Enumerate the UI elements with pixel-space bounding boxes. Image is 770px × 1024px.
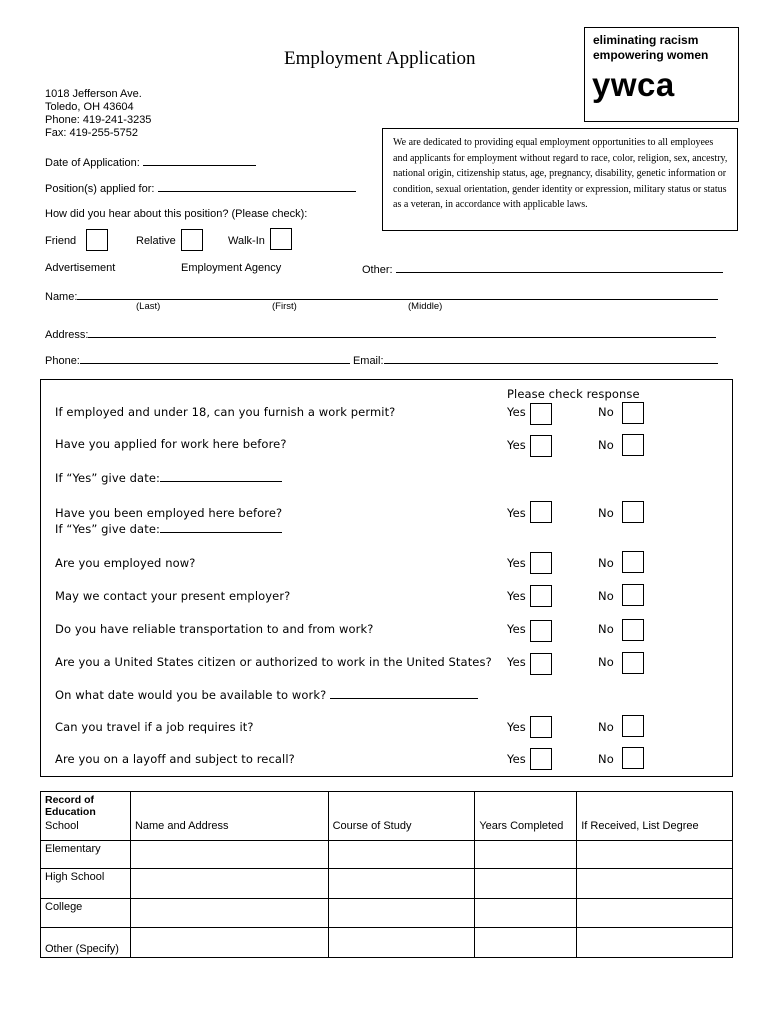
q-applied-before-no-checkbox[interactable] [622, 434, 644, 456]
phone-number: Phone: 419-241-3235 [45, 114, 152, 126]
friend-checkbox[interactable] [86, 229, 108, 251]
check-response-label: Please check response [507, 387, 640, 401]
q-employed-date: If “Yes” give date: [55, 522, 282, 536]
employed-date-field[interactable] [160, 522, 282, 533]
relative-label: Relative [136, 235, 176, 247]
q-employed-before-no-checkbox[interactable] [622, 501, 644, 523]
q-employed-now-no-checkbox[interactable] [622, 551, 644, 573]
name-field[interactable] [77, 289, 718, 300]
first-name-caption: (First) [272, 301, 297, 312]
q-travel: Can you travel if a job requires it? [55, 720, 254, 734]
q-applied-date: If “Yes” give date: [55, 471, 282, 485]
eeo-statement: We are dedicated to providing equal employment opportunities to all employees and applicants for employment without regard to race, color, religion, sex, ancestry, national origin, citizenship status, age, pregnancy, disability, genetic information or condition, sexual orientation, gender identity or expression, military status or status as a veteran, in accordance with applicable laws. [393, 137, 728, 210]
no-label: No [598, 589, 614, 603]
education-table [40, 791, 733, 958]
employment-agency-label: Employment Agency [181, 262, 282, 274]
yes-label: Yes [507, 752, 526, 766]
advertisement-label: Advertisement [45, 262, 116, 274]
column-header: Name and Address [130, 818, 328, 840]
email-label: Email: [352, 355, 384, 367]
yes-label: Yes [507, 438, 526, 452]
q-contact-employer-no-checkbox[interactable] [622, 584, 644, 606]
q-employed-before-yes-checkbox[interactable] [530, 501, 552, 523]
eeo-statement-box [382, 128, 738, 231]
q-work-permit: If employed and under 18, can you furnish a work permit? [55, 405, 396, 419]
column-header: If Received, List Degree [577, 818, 733, 840]
row-label: High School [41, 868, 131, 898]
ywca-logo: ywca [592, 66, 675, 103]
q-work-permit-no-checkbox[interactable] [622, 402, 644, 424]
other-source-field[interactable] [396, 262, 723, 273]
email-field[interactable] [384, 353, 718, 364]
positions-applied-field[interactable] [158, 181, 356, 192]
q-employed-now: Are you employed now? [55, 556, 196, 570]
no-label: No [598, 720, 614, 734]
yes-label: Yes [507, 556, 526, 570]
logo-tagline-1: eliminating racism [593, 33, 699, 47]
q-available-date: On what date would you be available to work? [55, 688, 478, 702]
no-label: No [598, 556, 614, 570]
table-row [41, 840, 733, 868]
address-field[interactable] [88, 327, 716, 338]
relative-checkbox[interactable] [181, 229, 203, 251]
table-row [41, 927, 733, 957]
logo-box [584, 27, 739, 122]
walkin-label: Walk-In [228, 235, 265, 247]
table-row [41, 898, 733, 927]
no-label: No [598, 438, 614, 452]
table-row [41, 818, 733, 840]
q-travel-no-checkbox[interactable] [622, 715, 644, 737]
q-transportation-no-checkbox[interactable] [622, 619, 644, 641]
how-did-you-hear-label: How did you hear about this position? (Please check): [45, 208, 308, 220]
yes-label: Yes [507, 589, 526, 603]
q-citizen: Are you a United States citizen or authorized to work in the United States? [55, 655, 492, 669]
yes-label: Yes [507, 622, 526, 636]
walkin-checkbox[interactable] [270, 228, 292, 250]
q-layoff-no-checkbox[interactable] [622, 747, 644, 769]
q-employed-now-yes-checkbox[interactable] [530, 552, 552, 574]
row-label: Other (Specify) [41, 927, 131, 957]
q-employed-before: Have you been employed here before? [55, 506, 283, 520]
q-citizen-yes-checkbox[interactable] [530, 653, 552, 675]
no-label: No [598, 752, 614, 766]
q-transportation-yes-checkbox[interactable] [530, 620, 552, 642]
yes-label: Yes [507, 720, 526, 734]
q-transportation: Do you have reliable transportation to and from work? [55, 622, 374, 636]
no-label: No [598, 622, 614, 636]
q-layoff: Are you on a layoff and subject to recall? [55, 752, 295, 766]
q-applied-before: Have you applied for work here before? [55, 437, 287, 451]
column-header: Course of Study [328, 818, 475, 840]
address-line-2: Toledo, OH 43604 [45, 101, 134, 113]
name-label: Name: [45, 289, 718, 303]
yes-label: Yes [507, 405, 526, 419]
yes-label: Yes [507, 655, 526, 669]
logo-tagline-2: empowering women [593, 48, 709, 62]
last-name-caption: (Last) [136, 301, 161, 312]
q-contact-employer-yes-checkbox[interactable] [530, 585, 552, 607]
phone-label: Phone: Email: [45, 353, 718, 367]
no-label: No [598, 655, 614, 669]
middle-name-caption: (Middle) [408, 301, 443, 312]
q-contact-employer: May we contact your present employer? [55, 589, 291, 603]
q-work-permit-yes-checkbox[interactable] [530, 403, 552, 425]
column-header: School [41, 818, 131, 840]
positions-applied-label: Position(s) applied for: [45, 181, 356, 195]
available-date-field[interactable] [330, 688, 478, 699]
fax-number: Fax: 419-255-5752 [45, 127, 138, 139]
friend-label: Friend [45, 235, 77, 247]
date-of-application-field[interactable] [143, 155, 256, 166]
date-of-application-label: Date of Application: [45, 155, 256, 169]
no-label: No [598, 506, 614, 520]
q-citizen-no-checkbox[interactable] [622, 652, 644, 674]
other-source-label: Other: [362, 262, 723, 276]
q-applied-before-yes-checkbox[interactable] [530, 435, 552, 457]
q-travel-yes-checkbox[interactable] [530, 716, 552, 738]
row-label: College [41, 898, 131, 927]
address-label: Address: [45, 327, 716, 341]
no-label: No [598, 405, 614, 419]
yes-label: Yes [507, 506, 526, 520]
page-title: Employment Application [284, 48, 476, 69]
education-header-cell: Record of Education [41, 792, 131, 819]
address-line-1: 1018 Jefferson Ave. [45, 88, 142, 100]
phone-field[interactable] [80, 353, 350, 364]
applied-date-field[interactable] [160, 471, 282, 482]
table-row [41, 792, 733, 819]
q-layoff-yes-checkbox[interactable] [530, 748, 552, 770]
table-row [41, 868, 733, 898]
row-label: Elementary [41, 840, 131, 868]
column-header: Years Completed [475, 818, 577, 840]
